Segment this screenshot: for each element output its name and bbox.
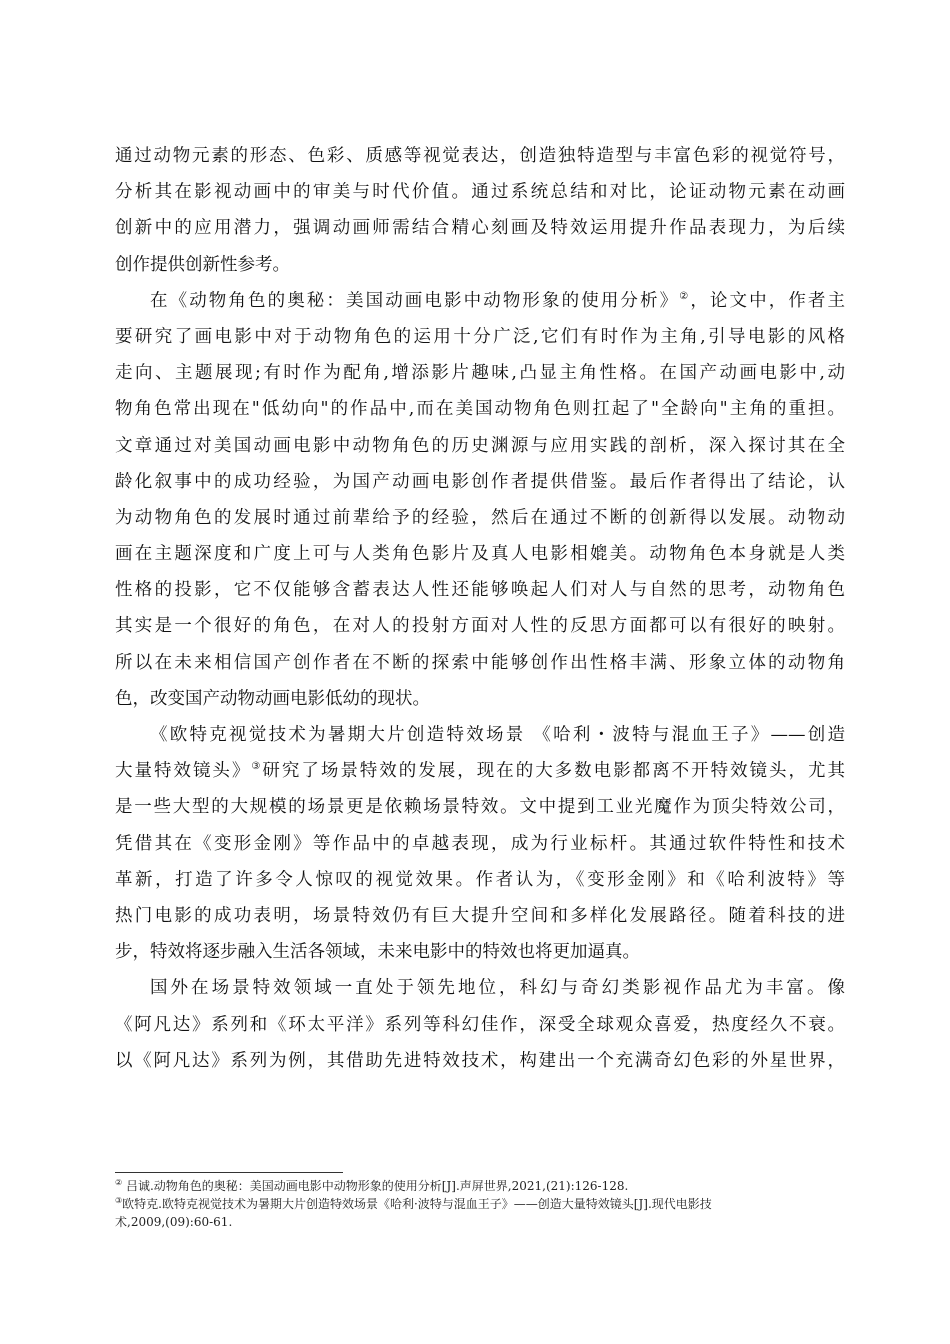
text-line: 《欧特克视觉技术为暑期大片创造特效场景 《哈利・波特与混血王子》——创造	[150, 725, 845, 745]
text-line: 步，特效将逐步融入生活各领域，未来电影中的特效也将更加逼真。	[115, 942, 640, 963]
paragraph	[115, 138, 845, 283]
text-line: 为动物角色的发展时通过前辈给予的经验，然后在通过不断的创新得以发展。动物动	[115, 507, 845, 528]
footnote-mark: ③	[115, 1196, 123, 1205]
paragraph	[115, 283, 845, 717]
text-line: 《阿凡达》系列和《环太平洋》系列等科幻佳作，深受全球观众喜爱，热度经久不衰。	[115, 1014, 845, 1035]
text-line	[115, 283, 845, 319]
footnote-text: 吕诚.动物角色的奥秘：美国动画电影中动物形象的使用分析[J].声屏世界,2021,(21):126-128.	[122, 1179, 629, 1193]
text-line: 文章通过对美国动画电影中动物角色的历史渊源与应用实践的剖析，深入探讨其在全	[115, 435, 845, 456]
footnote	[115, 1195, 850, 1213]
text-line: 性格的投影，它不仅能够含蓄表达人性还能够唤起人们对人与自然的思考，动物角色	[115, 580, 845, 601]
text-line: 创新中的应用潜力，强调动画师需结合精心刻画及特效运用提升作品表现力，为后续	[115, 218, 845, 239]
text-line: 分析其在影视动画中的审美与时代价值。通过系统总结和对比，论证动物元素在动画	[115, 182, 845, 203]
text-line: 以《阿凡达》系列为例，其借助先进特效技术，构建出一个充满奇幻色彩的外星世界，	[115, 1050, 845, 1071]
footnote-text: 欧特克.欧特克视觉技术为暑期大片创造特效场景《哈利·波特与混血王子》——创造大量特效镜头[J].现代电影技	[122, 1197, 712, 1211]
footnotes	[115, 1177, 850, 1231]
text-line: 革新，打造了许多令人惊叹的视觉效果。作者认为，《变形金刚》和《哈利波特》等	[115, 869, 845, 890]
text-segment: 大量特效镜头》	[115, 761, 252, 782]
text-line: 色，改变国产动物动画电影低幼的现状。	[115, 688, 430, 709]
text-line: 创作提供创新性参考。	[115, 254, 290, 275]
text-line: 所以在未来相信国产创作者在不断的探索中能够创作出性格丰满、形象立体的动物角	[115, 652, 845, 673]
text-line: 龄化叙事中的成功经验，为国产动画电影创作者提供借鉴。最后作者得出了结论，认	[115, 471, 845, 492]
text-line: 国外在场景特效领域一直处于领先地位，科幻与奇幻类影视作品尤为丰富。像	[150, 978, 845, 999]
text-line	[115, 753, 845, 789]
text-line: 物角色常出现在"低幼向"的作品中,而在美国动物角色则扛起了"全龄向"主角的重担。	[115, 399, 845, 420]
text-segment: 在《动物角色的奥秘：美国动画电影中动物形象的使用分析》	[150, 290, 680, 311]
footnote-mark: ③	[251, 761, 263, 773]
text-line: 是一些大型的大规模的场景更是依赖场景特效。文中提到工业光魔作为顶尖特效公司，	[115, 797, 845, 818]
text-line: 其实是一个很好的角色，在对人的投射方面对人性的反思方面都可以有很好的映射。	[115, 616, 845, 637]
text-line: 要研究了画电影中对于动物角色的运用十分广泛,它们有时作为主角,引导电影的风格	[115, 326, 845, 347]
text-line: 凭借其在《变形金刚》等作品中的卓越表现，成为行业标杆。其通过软件特性和技术	[115, 833, 845, 854]
text-line: 画在主题深度和广度上可与人类角色影片及真人电影相媲美。动物角色本身就是人类	[115, 544, 845, 565]
paragraph	[115, 970, 845, 1079]
paragraph	[115, 717, 845, 970]
text-segment: ，论文中，作者主	[690, 290, 846, 311]
text-line: 走向、主题展现;有时作为配角,增添影片趣味,凸显主角性格。在国产动画电影中,动	[115, 363, 845, 384]
footnote	[115, 1177, 850, 1195]
text-line: 热门电影的成功表明，场景特效仍有巨大提升空间和多样化发展路径。随着科技的进	[115, 905, 845, 926]
footnote-divider	[115, 1172, 343, 1173]
footnote-mark: ②	[679, 290, 691, 302]
footnote-mark: ②	[115, 1178, 123, 1187]
body-text	[115, 138, 845, 1079]
footnote-continuation: 术,2009,(09):60-61.	[115, 1215, 233, 1229]
text-segment: 研究了场景特效的发展，现在的大多数电影都离不开特效镜头，尤其	[262, 761, 846, 782]
text-line: 通过动物元素的形态、色彩、质感等视觉表达，创造独特造型与丰富色彩的视觉符号，	[115, 146, 845, 166]
